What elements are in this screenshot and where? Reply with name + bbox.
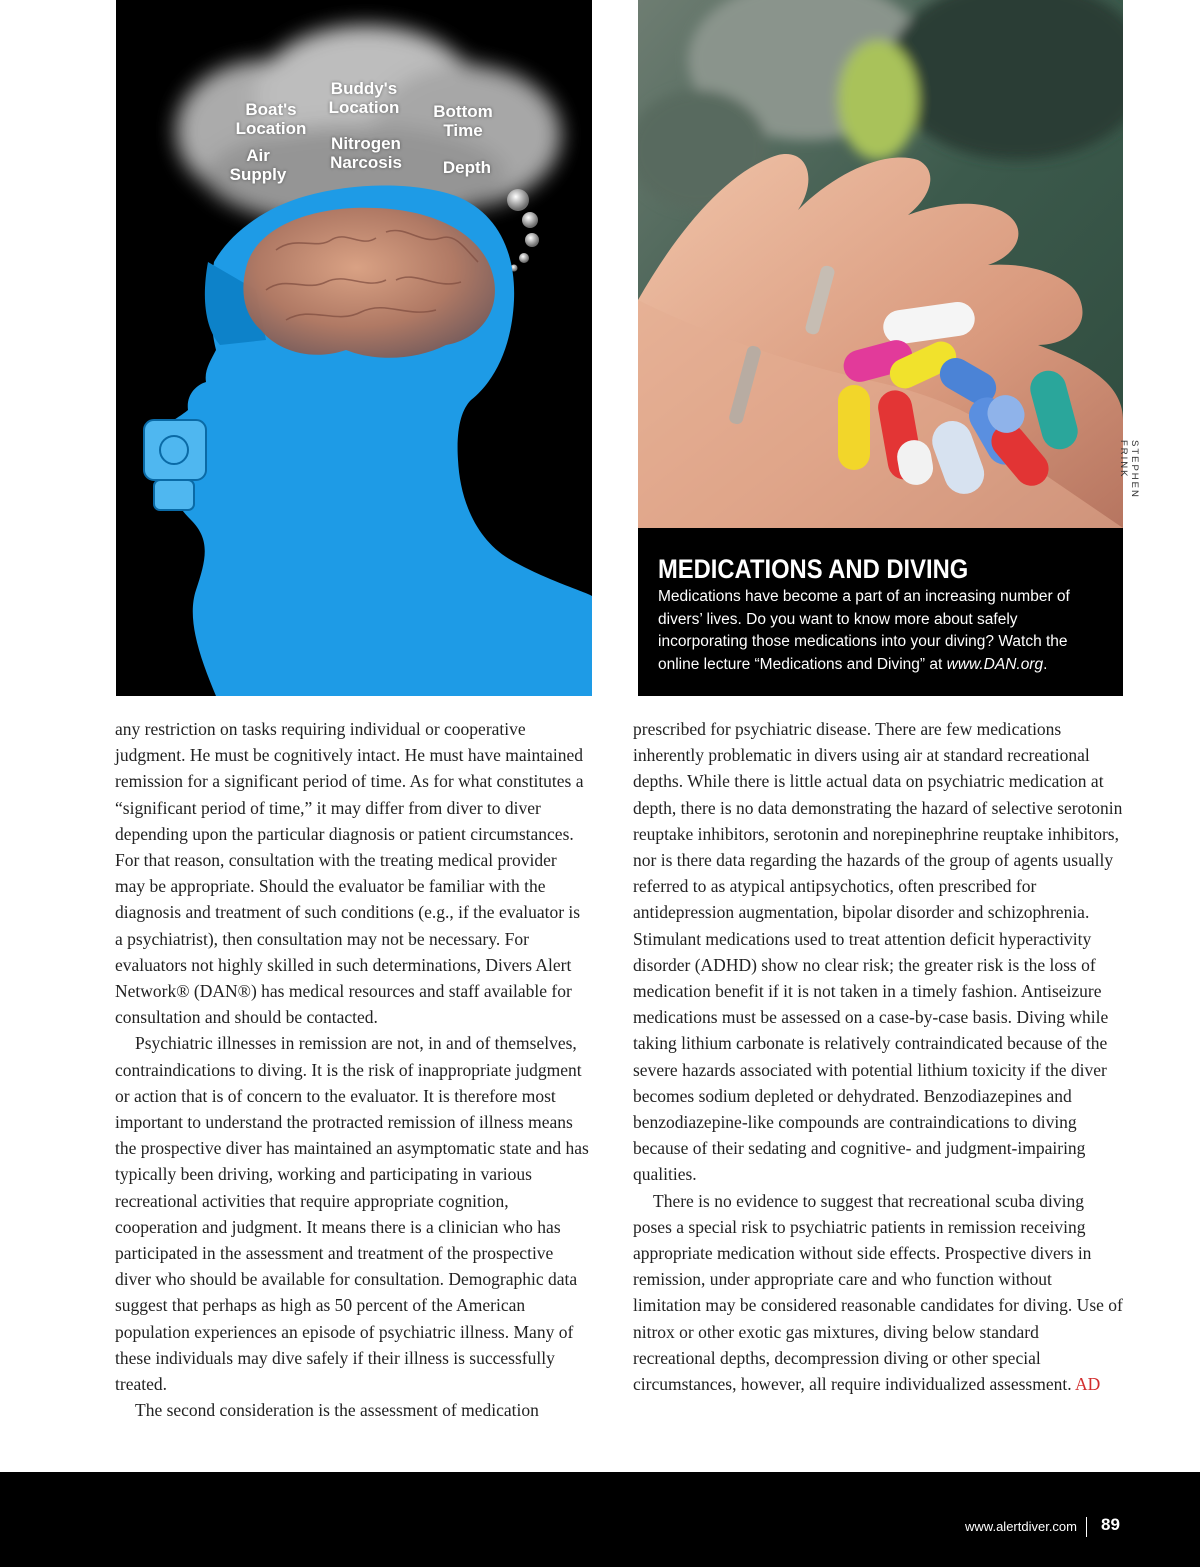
diver-brain-illustration: [116, 0, 592, 696]
caption-text-end: .: [1043, 655, 1048, 673]
caption-body: [658, 586, 1108, 676]
page-footer: [0, 1472, 1200, 1567]
cloud-label-air-supply: Air Supply: [229, 146, 287, 184]
cloud-label-boats-location: Boat's Location: [235, 100, 307, 138]
article-column-left: [115, 716, 591, 1423]
article-paragraph: any restriction on tasks requiring individual or cooperative judgment. He must be cognitively intact. He must have maintained remission for a significant period of time. As for what constitutes a “significant period of time,” it may differ from diver to diver depending upon the particular diagnosis or patient circumstances. For that reason, consultation with the treating medical provider may be appropriate. Should the evaluator be familiar with the diagnosis and treatment of such conditions (e.g., if the evaluator is a psychiatrist), then consultation may not be necessary. For evaluators not highly skilled in such determinations, Divers Alert Network® (DAN®) has medical resources and staff available for consultation and should be contacted.: [115, 719, 584, 1028]
cloud-label-buddys-location: Buddy's Location: [328, 79, 400, 117]
article-column-right: [633, 716, 1123, 1397]
footer-website-link[interactable]: www.alertdiver.com: [965, 1519, 1077, 1534]
dan-website-link[interactable]: www.DAN.org: [946, 655, 1044, 673]
article-paragraph-final: [633, 1188, 1123, 1398]
caption-text: Medications have become a part of an increasing number of divers’ lives. Do you want to know more about safely incorporating those medications into your diving? Watch the online lecture “Medications and Diving” at: [658, 588, 1070, 673]
footer-divider: [1086, 1517, 1087, 1537]
page-number: 89: [1101, 1515, 1120, 1534]
photo-credit: STEPHEN FRINK: [1118, 440, 1140, 499]
cloud-label-bottom-time: Bottom Time: [433, 102, 493, 140]
article-paragraph: The second consideration is the assessment of medication: [135, 1400, 539, 1421]
cloud-label-nitrogen-narcosis: Nitrogen Narcosis: [330, 134, 402, 172]
end-mark: AD: [1075, 1374, 1101, 1395]
caption-title: MEDICATIONS AND DIVING: [658, 554, 969, 584]
article-paragraph: Psychiatric illnesses in remission are not, in and of themselves, contraindications to diving. It is the risk of inappropriate judgment or action that is of concern to the evaluator. It is therefore most important to understand the protracted remission of illness means the prospective diver has maintained an asymptomatic state and has typically been driving, working and participating in various recreational activities that require appropriate cognition, cooperation and judgment. It means there is a clinician who has participated in the assessment and treatment of the prospective diver who should be available for consultation. Demographic data suggest that perhaps as high as 50 percent of the American population experiences an episode of psychiatric illness. Many of these individuals may dive safely if their illness is successfully treated.: [115, 1033, 589, 1395]
article-paragraph-text: There is no evidence to suggest that recreational scuba diving poses a special risk to psychiatric patients in remission receiving appropriate medication without side effects. Prospective divers in remission, under appropriate care and who function without limitation may be considered reasonable candidates for diving. Use of nitrox or other exotic gas mixtures, diving below standard recreational depths, decompression diving or other special circumstances, however, all require individualized assessment.: [633, 1190, 1123, 1395]
pills-hand-graphic: [638, 0, 1123, 528]
cloud-label-depth: Depth: [442, 158, 492, 177]
article-paragraph: prescribed for psychiatric disease. There are few medications inherently problematic in divers using air at standard recreational depths. While there is little actual data on psychiatric medication at depth, there is no data demonstrating the hazard of selective serotonin reuptake inhibitors, serotonin and norepinephrine reuptake inhibitors, nor is there data regarding the hazards of the group of agents usually referred to as atypical antipsychotics, often prescribed for antidepression augmentation, bipolar disorder and schizophrenia. Stimulant medications used to treat attention deficit hyperactivity disorder (ADHD) show no clear risk; the greater risk is the loss of medication benefit if it is not taken in a timely fashion. Antiseizure medications must be assessed on a case-by-case basis. Diving while taking lithium carbonate is relatively contraindicated because of the severe hazards associated with potential lithium toxicity if the diver becomes sodium depleted or dehydrated. Benzodiazepines and benzodiazepine-like compounds are contraindications to diving because of their sedating and cognitive- and judgment-impairing qualities.: [633, 719, 1123, 1185]
pills-in-hand-photo: [638, 0, 1123, 528]
medications-caption-box: [638, 528, 1123, 696]
